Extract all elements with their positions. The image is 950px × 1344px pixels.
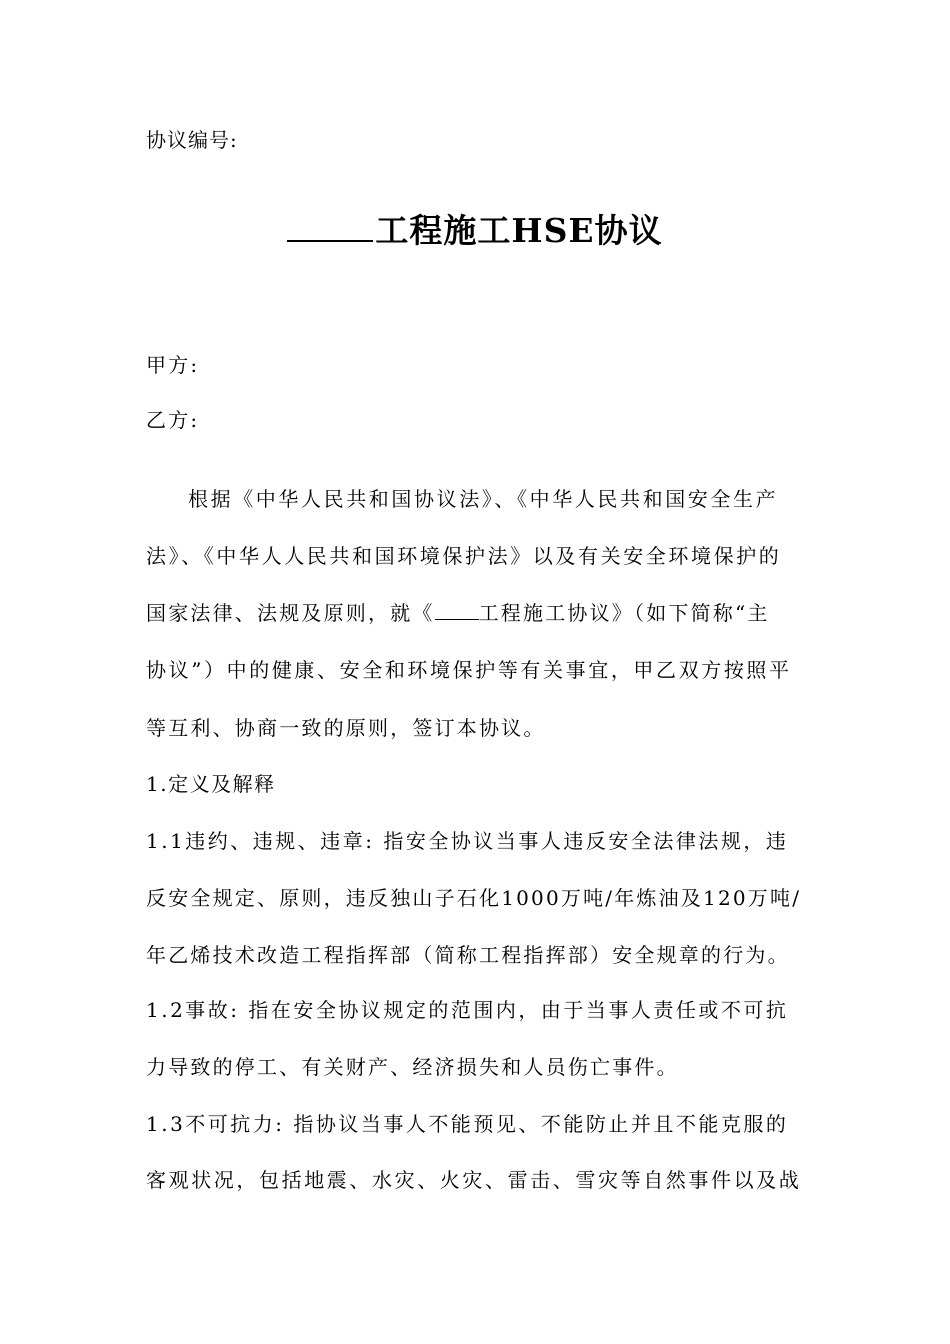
document-title (0, 206, 950, 253)
preamble-line-3 (146, 599, 770, 627)
preamble-line-5: 等互利、协商一致的原则，签订本协议。 (146, 716, 546, 740)
item-1-1-line-1: 1.1违约、违规、违章: 指安全协议当事人违反安全法律法规，违 (146, 829, 789, 853)
section-1-heading: 1.定义及解释 (146, 772, 276, 796)
item-1-3-line-1: 1.3不可抗力: 指协议当事人不能预见、不能防止并且不能克服的 (146, 1112, 789, 1136)
agreement-number-label: 协议编号: (146, 128, 238, 152)
item-1-2-line-2: 力导致的停工、有关财产、经济损失和人员伤亡事件。 (146, 1055, 679, 1079)
preamble-line-3-after: 工程施工协议》（如下简称“主 (478, 601, 770, 625)
preamble-line-1: 根据《中华人民共和国协议法》、《中华人民共和国安全生产 (188, 487, 779, 511)
preamble-line-4: 协议”）中的健康、安全和环境保护等有关事宜，甲乙双方按照平 (146, 658, 792, 682)
title-text: 工程施工HSE协议 (375, 211, 663, 250)
item-1-3-line-2: 客观状况，包括地震、水灾、火灾、雷击、雪灾等自然事件以及战 (146, 1168, 802, 1192)
party-a-label: 甲方: (146, 353, 200, 377)
project-name-blank (435, 599, 479, 620)
item-1-1-line-3: 年乙烯技术改造工程指挥部（简称工程指挥部）安全规章的行为。 (146, 943, 790, 967)
item-1-2-line-1: 1.2事故: 指在安全协议规定的范围内，由于当事人责任或不可抗 (146, 998, 789, 1022)
title-blank-underline (287, 206, 373, 242)
preamble-line-3-before: 国家法律、法规及原则，就《 (146, 601, 435, 625)
item-1-1-line-2: 反安全规定、原则，违反独山子石化1000万吨/年炼油及120万吨/ (146, 886, 802, 910)
party-b-label: 乙方: (146, 408, 200, 432)
preamble-line-2: 法》、《中华人人民共和国环境保护法》以及有关安全环境保护的 (146, 544, 782, 568)
